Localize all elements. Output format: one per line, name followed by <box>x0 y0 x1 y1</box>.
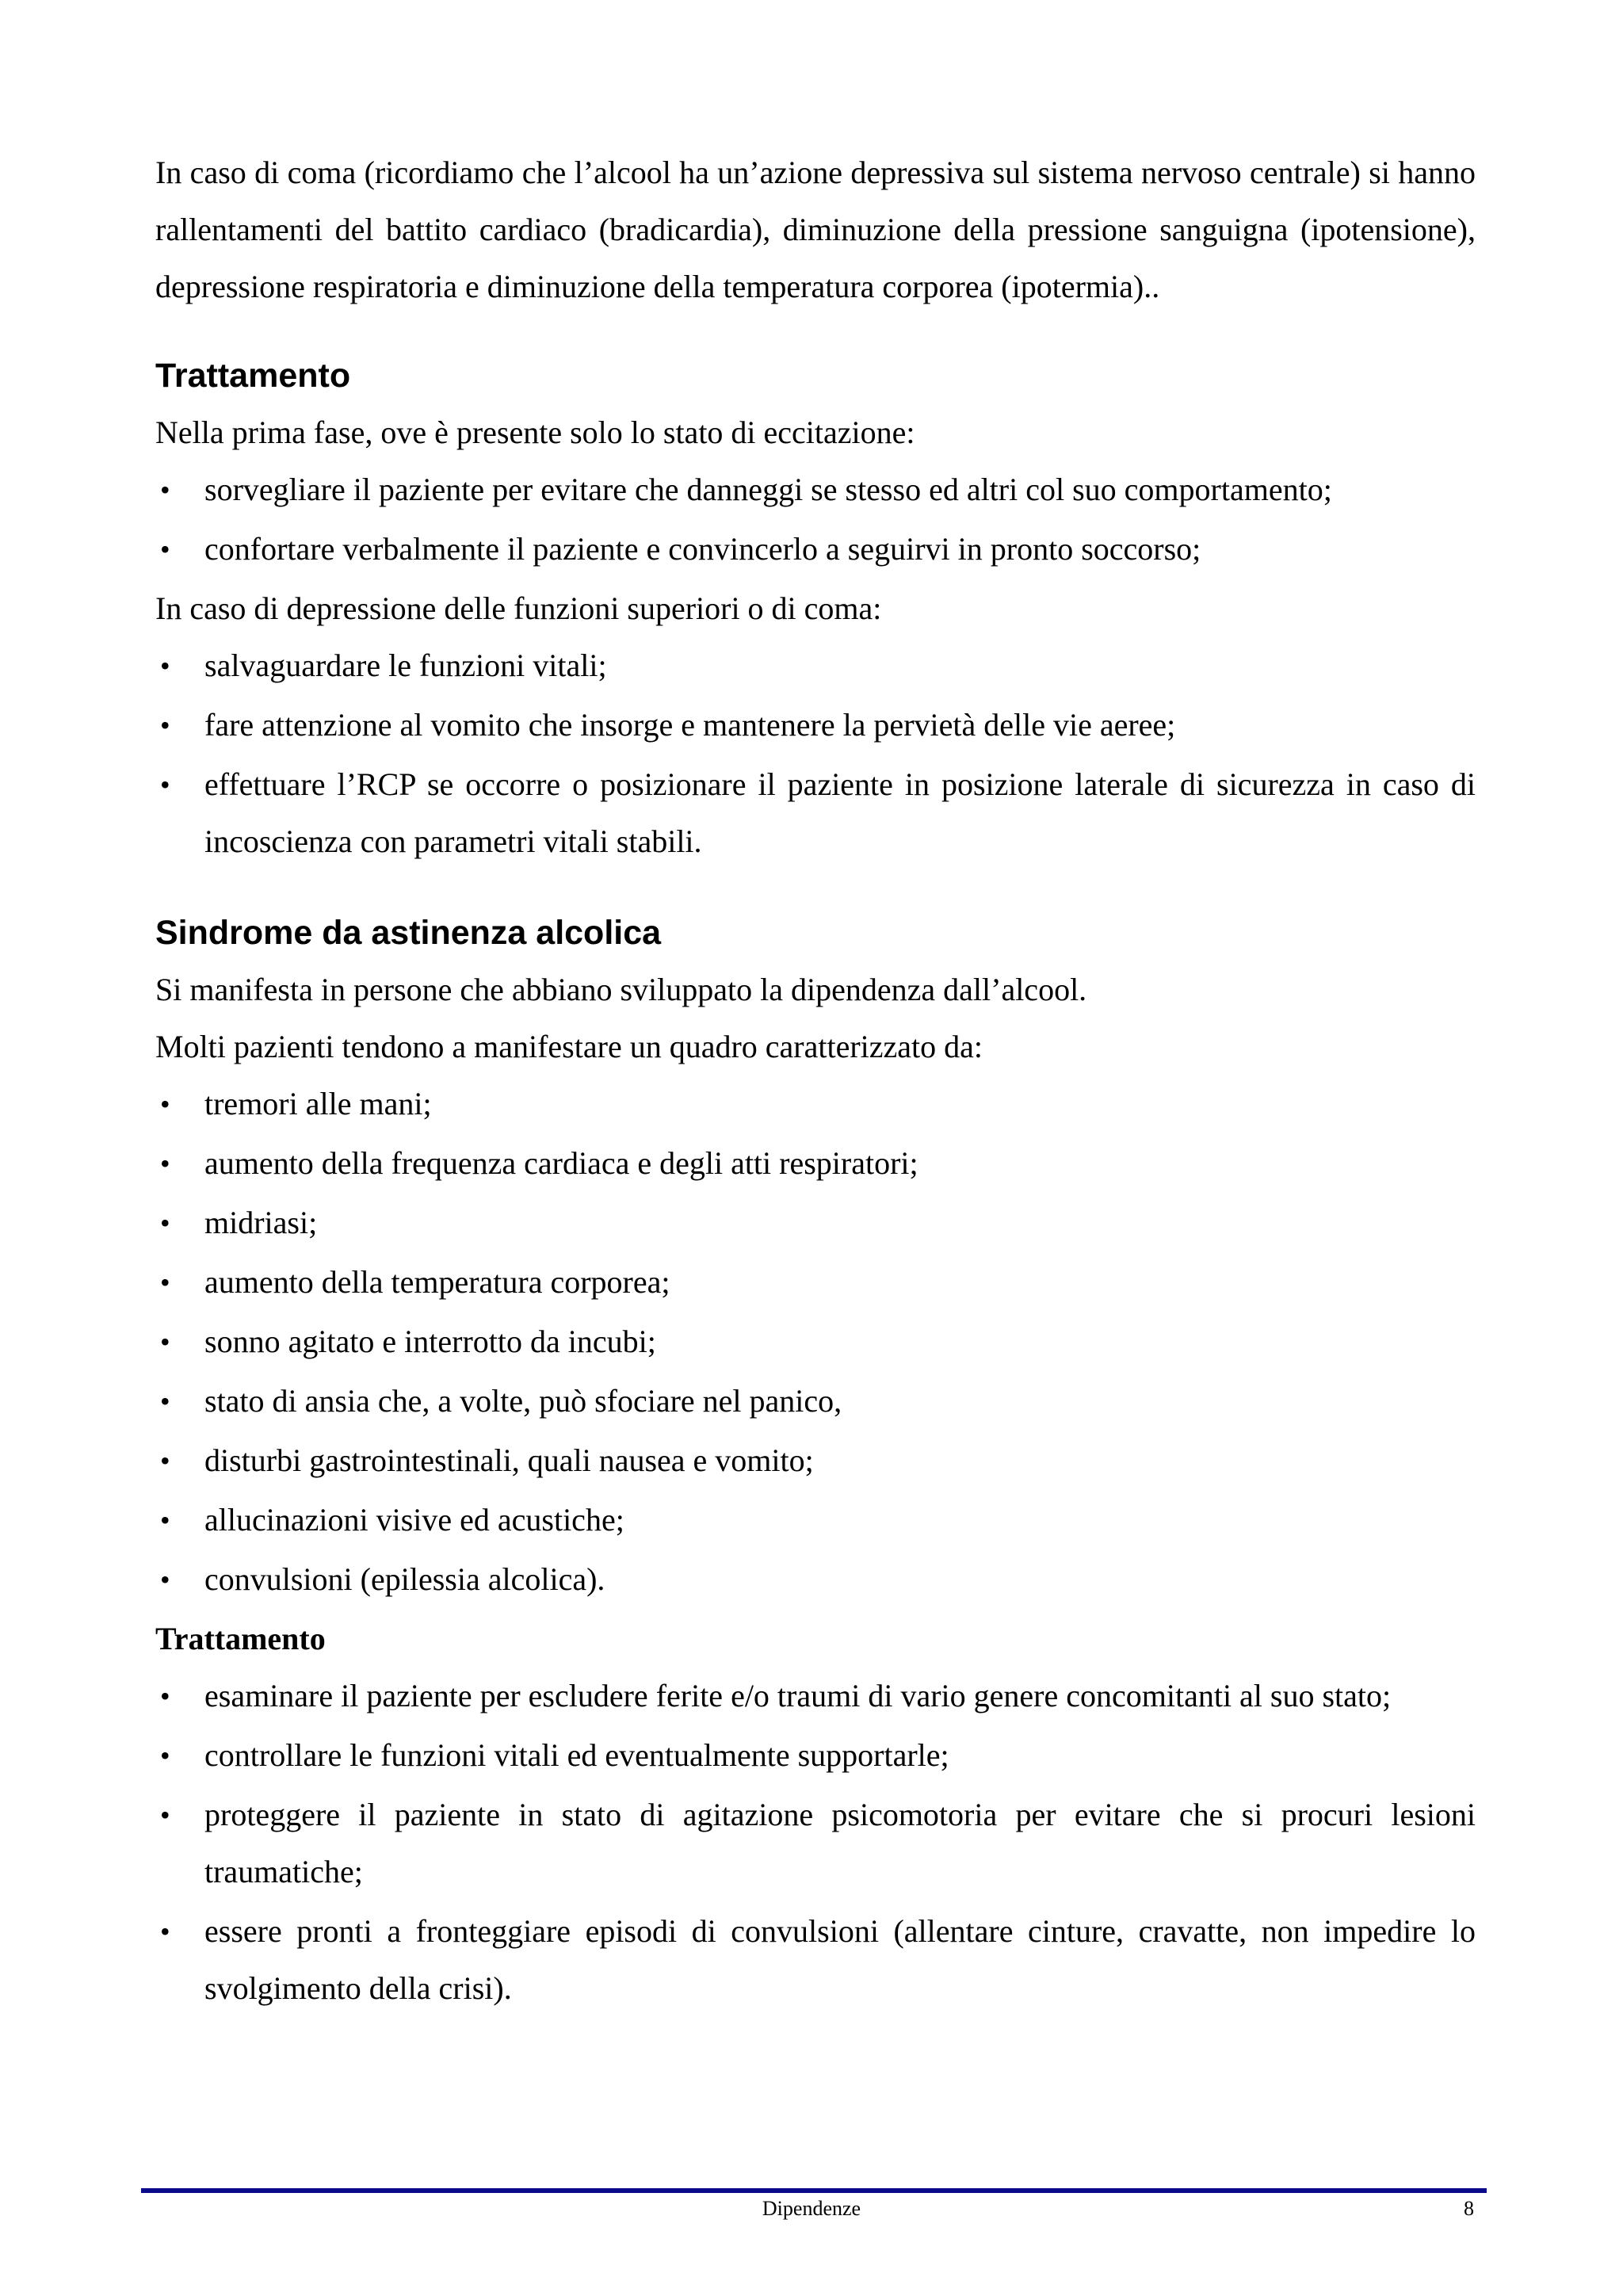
list-item <box>155 637 1476 694</box>
bullet-icon: • <box>160 1266 170 1298</box>
footer-divider <box>141 2188 1487 2193</box>
list-item-text: sonno agitato e interrotto da incubi; <box>204 1324 656 1359</box>
heading-sindrome-astinenza: Sindrome da astinenza alcolica <box>155 914 662 952</box>
bullet-icon: • <box>160 1385 170 1417</box>
list-item-text: aumento della temperatura corporea; <box>204 1264 670 1300</box>
spacer <box>155 315 1476 347</box>
list-item <box>155 1727 1476 1784</box>
bullet-icon: • <box>160 1326 170 1358</box>
list-item <box>155 1551 1476 1608</box>
list-item-text: salvaguardare le funzioni vitali; <box>204 648 607 683</box>
footer-title: Dipendenze <box>762 2197 861 2220</box>
list-item-text: stato di ansia che, a volte, può sfociare nel panico, <box>204 1383 842 1419</box>
bullet-icon: • <box>160 474 170 506</box>
bullet-icon: • <box>160 1148 170 1179</box>
page-content <box>155 144 1476 2019</box>
list-item-text: tremori alle mani; <box>204 1086 432 1121</box>
list-item-text: confortare verbalmente il paziente e convincerlo a seguirvi in pronto soccorso; <box>204 531 1201 567</box>
lead-coma: In caso di depressione delle funzioni superiori o di coma: <box>155 590 882 626</box>
list-item <box>155 1075 1476 1133</box>
list-item-text: proteggere il paziente in stato di agitazione psicomotoria per evitare che si procuri lesioni traumatiche; <box>204 1797 1476 1889</box>
list-item <box>155 1786 1476 1901</box>
heading-trattamento: Trattamento <box>155 357 351 395</box>
list-item <box>155 1135 1476 1192</box>
spacer <box>155 873 1476 904</box>
list-item <box>155 756 1476 870</box>
list-item <box>155 1492 1476 1549</box>
list-item <box>155 1194 1476 1251</box>
list-item <box>155 1373 1476 1430</box>
list-item <box>155 1668 1476 1725</box>
page-number: 8 <box>1464 2197 1474 2220</box>
bullet-icon: • <box>160 1680 170 1712</box>
bullet-icon: • <box>160 1564 170 1595</box>
list-item-text: midriasi; <box>204 1205 318 1240</box>
bullet-icon: • <box>160 709 170 741</box>
list-item-text: aumento della frequenza cardiaca e degli atti respiratori; <box>204 1145 918 1181</box>
intro-paragraph: In caso di coma (ricordiamo che l’alcool ha un’azione depressiva sul sistema nervoso centrale) si hanno rallentamenti del battito cardiaco (bradicardia), diminuzione della pressione sanguigna (ipotensione), depressione respiratoria e diminuzione della temperatura corporea (ipotermia).. <box>155 155 1476 304</box>
bullet-icon: • <box>160 1445 170 1477</box>
symptoms-list <box>155 1075 1476 1608</box>
bullet-icon: • <box>160 650 170 682</box>
bullet-icon: • <box>160 1504 170 1536</box>
list-item-text: convulsioni (epilessia alcolica). <box>204 1561 605 1597</box>
list-item <box>155 1432 1476 1489</box>
list-item <box>155 461 1476 518</box>
list-item <box>155 697 1476 754</box>
paragraph-quadro: Molti pazienti tendono a manifestare un quadro caratterizzato da: <box>155 1029 983 1064</box>
list-item-text: controllare le funzioni vitali ed eventualmente supportarle; <box>204 1737 949 1773</box>
list-item-text: esaminare il paziente per escludere ferite e/o traumi di vario genere concomitanti al suo stato; <box>204 1678 1392 1713</box>
list-item-text: fare attenzione al vomito che insorge e mantenere la pervietà delle vie aeree; <box>204 707 1176 743</box>
list-item <box>155 1254 1476 1311</box>
first-phase-list <box>155 461 1476 578</box>
bullet-icon: • <box>160 1799 170 1831</box>
list-item <box>155 1903 1476 2017</box>
list-item <box>155 1313 1476 1370</box>
bullet-icon: • <box>160 1207 170 1239</box>
list-item-text: effettuare l’RCP se occorre o posizionare il paziente in posizione laterale di sicurezza in caso di incoscienza con parametri vitali stabili. <box>204 766 1476 859</box>
bullet-icon: • <box>160 769 170 800</box>
bullet-icon: • <box>160 1740 170 1771</box>
list-item-text: sorvegliare il paziente per evitare che danneggi se stesso ed altri col suo comportamento; <box>204 472 1332 507</box>
bullet-icon: • <box>160 1088 170 1120</box>
bullet-icon: • <box>160 1916 170 1947</box>
heading-trattamento-astinenza: Trattamento <box>155 1621 326 1656</box>
coma-list <box>155 637 1476 870</box>
lead-first-phase: Nella prima fase, ove è presente solo lo stato di eccitazione: <box>155 415 915 450</box>
list-item-text: essere pronti a fronteggiare episodi di convulsioni (allentare cinture, cravatte, non impedire lo svolgimento della crisi). <box>204 1913 1476 2006</box>
list-item <box>155 521 1476 578</box>
paragraph-definition: Si manifesta in persone che abbiano sviluppato la dipendenza dall’alcool. <box>155 972 1087 1007</box>
bullet-icon: • <box>160 533 170 565</box>
treatment-list <box>155 1668 1476 2017</box>
list-item-text: allucinazioni visive ed acustiche; <box>204 1502 624 1538</box>
list-item-text: disturbi gastrointestinali, quali nausea e vomito; <box>204 1442 814 1478</box>
